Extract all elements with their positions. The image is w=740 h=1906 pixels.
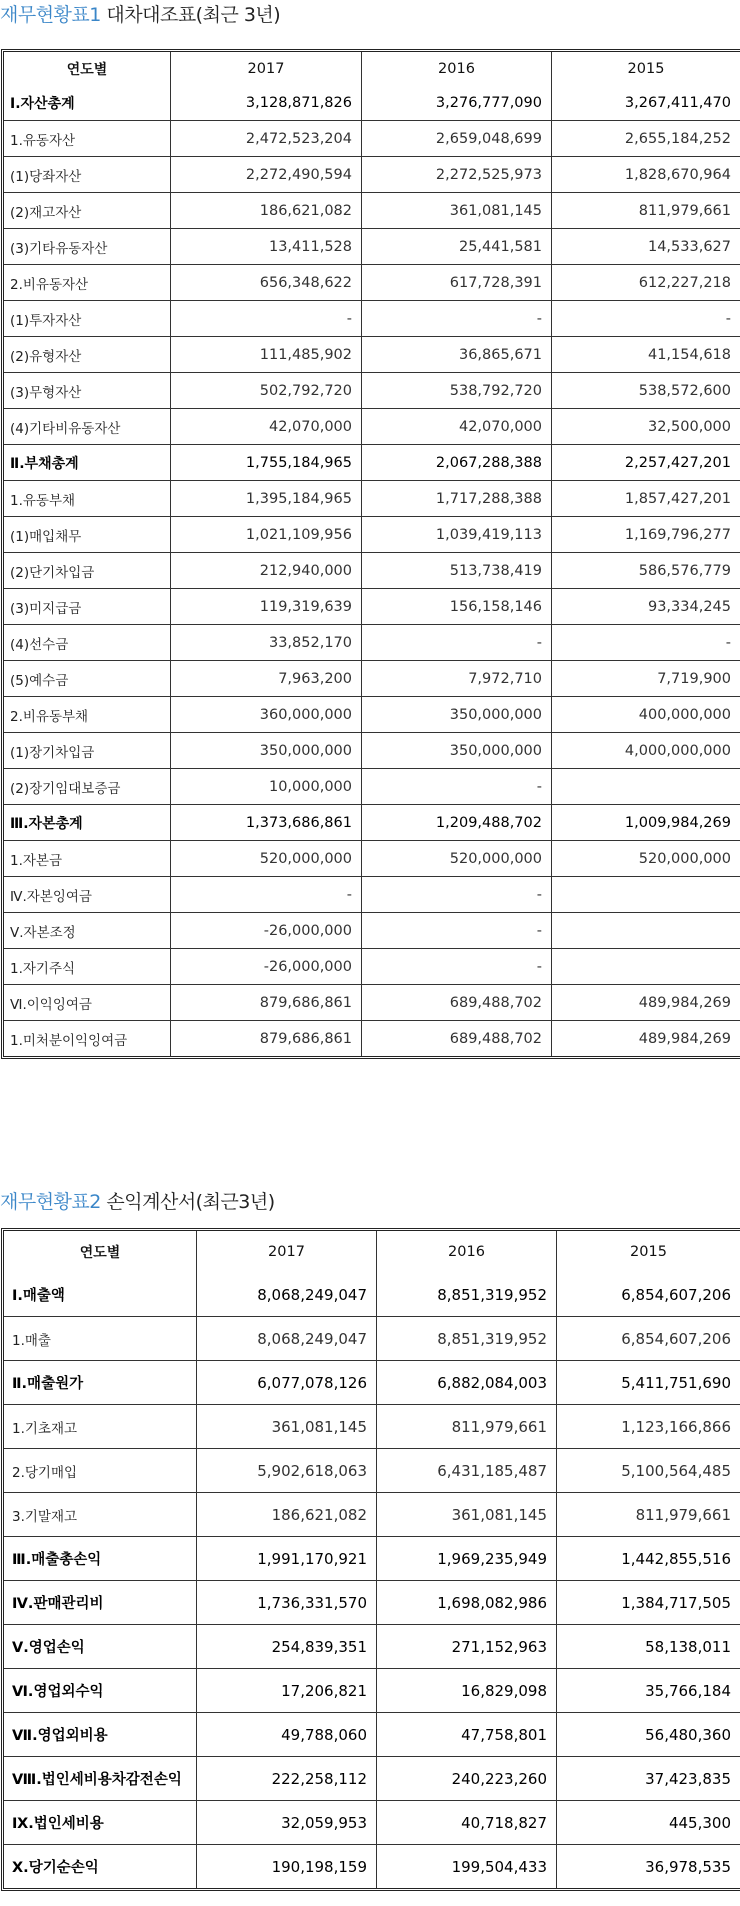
row-label: (4)기타비유동자산 bbox=[4, 409, 171, 445]
income-statement-title bbox=[0, 1190, 275, 1214]
table-row bbox=[4, 625, 740, 661]
value-2016: 2,067,288,388 bbox=[362, 445, 552, 481]
table-row bbox=[4, 301, 740, 337]
row-label: Ⅷ.법인세비용차감전손익 bbox=[4, 1757, 197, 1801]
value-2016: 25,441,581 bbox=[362, 229, 552, 265]
value-2017: - bbox=[171, 301, 362, 337]
table-row bbox=[4, 229, 740, 265]
value-2017: 520,000,000 bbox=[171, 841, 362, 877]
row-label: 1.자본금 bbox=[4, 841, 171, 877]
table-row bbox=[4, 1801, 740, 1845]
table-row bbox=[4, 1845, 740, 1888]
row-label: 1.자기주식 bbox=[4, 949, 171, 985]
value-2015: 4,000,000,000 bbox=[552, 733, 740, 769]
value-2016: 350,000,000 bbox=[362, 733, 552, 769]
value-2016: 8,851,319,952 bbox=[377, 1273, 557, 1317]
value-2015: 489,984,269 bbox=[552, 985, 740, 1021]
value-2017: 222,258,112 bbox=[197, 1757, 377, 1801]
value-2017: 1,021,109,956 bbox=[171, 517, 362, 553]
row-label: Ⅳ.자본잉여금 bbox=[4, 877, 171, 913]
row-label: (2)유형자산 bbox=[4, 337, 171, 373]
table-row bbox=[4, 841, 740, 877]
row-label: 3.기말재고 bbox=[4, 1493, 197, 1537]
value-2017: 361,081,145 bbox=[197, 1405, 377, 1449]
value-2015: 1,828,670,964 bbox=[552, 157, 740, 193]
header-2017: 2017 bbox=[171, 52, 362, 85]
value-2015: 58,138,011 bbox=[557, 1625, 740, 1669]
value-2016: - bbox=[362, 949, 552, 985]
row-label: (3)미지급금 bbox=[4, 589, 171, 625]
table-row bbox=[4, 337, 740, 373]
row-label: (2)장기임대보증금 bbox=[4, 769, 171, 805]
row-label: Ⅶ.영업외비용 bbox=[4, 1713, 197, 1757]
row-label: (2)단기차입금 bbox=[4, 553, 171, 589]
row-label: Ⅴ.자본조정 bbox=[4, 913, 171, 949]
value-2016: 1,698,082,986 bbox=[377, 1581, 557, 1625]
value-2015: 2,655,184,252 bbox=[552, 121, 740, 157]
table-row bbox=[4, 121, 740, 157]
table-row bbox=[4, 1449, 740, 1493]
value-2015: 586,576,779 bbox=[552, 553, 740, 589]
row-label: 1.유동부채 bbox=[4, 481, 171, 517]
value-2017: 7,963,200 bbox=[171, 661, 362, 697]
value-2016: 1,717,288,388 bbox=[362, 481, 552, 517]
value-2015: 6,854,607,206 bbox=[557, 1273, 740, 1317]
value-2016: - bbox=[362, 625, 552, 661]
table-row bbox=[4, 1757, 740, 1801]
value-2015: 6,854,607,206 bbox=[557, 1317, 740, 1361]
row-label: Ⅱ.매출원가 bbox=[4, 1361, 197, 1405]
row-label: Ⅱ.부채총계 bbox=[4, 445, 171, 481]
value-2015: 5,411,751,690 bbox=[557, 1361, 740, 1405]
row-label: Ⅴ.영업손익 bbox=[4, 1625, 197, 1669]
value-2017: 350,000,000 bbox=[171, 733, 362, 769]
value-2017: 6,077,078,126 bbox=[197, 1361, 377, 1405]
value-2017: 1,373,686,861 bbox=[171, 805, 362, 841]
value-2017: 33,852,170 bbox=[171, 625, 362, 661]
value-2017: -26,000,000 bbox=[171, 949, 362, 985]
value-2017: 42,070,000 bbox=[171, 409, 362, 445]
header-year-label: 연도별 bbox=[4, 52, 171, 85]
table-row bbox=[4, 949, 740, 985]
value-2015: 56,480,360 bbox=[557, 1713, 740, 1757]
value-2017: 502,792,720 bbox=[171, 373, 362, 409]
table-row bbox=[4, 157, 740, 193]
row-label: (3)기타유동자산 bbox=[4, 229, 171, 265]
row-label: (3)무형자산 bbox=[4, 373, 171, 409]
balance-sheet-body bbox=[4, 85, 740, 1056]
table-row bbox=[4, 1405, 740, 1449]
value-2017: 186,621,082 bbox=[171, 193, 362, 229]
table-row bbox=[4, 769, 740, 805]
value-2017: 190,198,159 bbox=[197, 1845, 377, 1888]
table-row bbox=[4, 1537, 740, 1581]
value-2016: 361,081,145 bbox=[362, 193, 552, 229]
table-row bbox=[4, 373, 740, 409]
row-label: 2.당기매입 bbox=[4, 1449, 197, 1493]
value-2017: 2,472,523,204 bbox=[171, 121, 362, 157]
value-2015: 36,978,535 bbox=[645, 1857, 731, 1876]
value-2015: - bbox=[552, 301, 740, 337]
table-row bbox=[4, 1581, 740, 1625]
table-row bbox=[4, 517, 740, 553]
row-label: 1.유동자산 bbox=[4, 121, 171, 157]
table-row bbox=[4, 805, 740, 841]
value-2016: 689,488,702 bbox=[362, 985, 552, 1021]
value-2016: 156,158,146 bbox=[362, 589, 552, 625]
value-2016: - bbox=[362, 877, 552, 913]
balance-sheet-table bbox=[1, 49, 740, 1059]
table-row bbox=[4, 589, 740, 625]
value-2015: 93,334,245 bbox=[552, 589, 740, 625]
header-2015: 2015 bbox=[627, 60, 665, 77]
table-row bbox=[4, 985, 740, 1021]
value-2017: -26,000,000 bbox=[171, 913, 362, 949]
value-2015: 489,984,269 bbox=[638, 1030, 731, 1047]
value-2015 bbox=[552, 877, 740, 913]
table-row bbox=[4, 193, 740, 229]
row-label: (5)예수금 bbox=[4, 661, 171, 697]
value-2015: 1,123,166,866 bbox=[557, 1405, 740, 1449]
value-2015: 538,572,600 bbox=[552, 373, 740, 409]
row-label: (1)당좌자산 bbox=[4, 157, 171, 193]
value-2016: 520,000,000 bbox=[362, 841, 552, 877]
table-row bbox=[4, 85, 740, 121]
value-2017: 2,272,490,594 bbox=[171, 157, 362, 193]
value-2017: 1,755,184,965 bbox=[171, 445, 362, 481]
value-2017: 111,485,902 bbox=[171, 337, 362, 373]
value-2016: 2,272,525,973 bbox=[362, 157, 552, 193]
value-2016: 350,000,000 bbox=[362, 697, 552, 733]
value-2015: 811,979,661 bbox=[557, 1493, 740, 1537]
value-2016: 8,851,319,952 bbox=[377, 1317, 557, 1361]
value-2016: 3,276,777,090 bbox=[362, 85, 552, 121]
value-2015: 612,227,218 bbox=[552, 265, 740, 301]
value-2015 bbox=[552, 913, 740, 949]
table-row bbox=[4, 697, 740, 733]
row-label: Ⅵ.이익잉여금 bbox=[4, 985, 171, 1021]
value-2015: 2,257,427,201 bbox=[552, 445, 740, 481]
value-2016: - bbox=[362, 301, 552, 337]
value-2016: 617,728,391 bbox=[362, 265, 552, 301]
table-row bbox=[4, 553, 740, 589]
value-2016: 811,979,661 bbox=[377, 1405, 557, 1449]
row-label: (1)투자자산 bbox=[4, 301, 171, 337]
balance-sheet-title bbox=[0, 3, 280, 27]
value-2015: 811,979,661 bbox=[552, 193, 740, 229]
value-2016: 36,865,671 bbox=[362, 337, 552, 373]
value-2015: - bbox=[552, 625, 740, 661]
row-label: Ⅹ.당기순손익 bbox=[4, 1845, 197, 1888]
value-2015 bbox=[552, 949, 740, 985]
income-statement-title-text: 손익계산서(최근3년) bbox=[106, 1191, 275, 1213]
value-2015: 1,009,984,269 bbox=[552, 805, 740, 841]
value-2015: 1,384,717,505 bbox=[557, 1581, 740, 1625]
value-2016: 6,882,084,003 bbox=[377, 1361, 557, 1405]
value-2016: 513,738,419 bbox=[362, 553, 552, 589]
value-2017: 32,059,953 bbox=[197, 1801, 377, 1845]
value-2017: 879,686,861 bbox=[171, 1021, 362, 1056]
value-2017: 49,788,060 bbox=[197, 1713, 377, 1757]
value-2015: 37,423,835 bbox=[557, 1757, 740, 1801]
value-2016: 16,829,098 bbox=[377, 1669, 557, 1713]
row-label: 2.비유동자산 bbox=[4, 265, 171, 301]
header-2016: 2016 bbox=[362, 52, 552, 85]
value-2017: 212,940,000 bbox=[171, 553, 362, 589]
value-2017: 656,348,622 bbox=[171, 265, 362, 301]
row-label: 1.미처분이익잉여금 bbox=[4, 1021, 171, 1056]
value-2015: 445,300 bbox=[557, 1801, 740, 1845]
value-2017: 254,839,351 bbox=[197, 1625, 377, 1669]
value-2015 bbox=[552, 769, 740, 805]
value-2016: 1,039,419,113 bbox=[362, 517, 552, 553]
value-2017: 17,206,821 bbox=[197, 1669, 377, 1713]
value-2017: 879,686,861 bbox=[171, 985, 362, 1021]
value-2016: 1,969,235,949 bbox=[377, 1537, 557, 1581]
value-2017: 1,991,170,921 bbox=[197, 1537, 377, 1581]
value-2015: 1,857,427,201 bbox=[552, 481, 740, 517]
table-row bbox=[4, 733, 740, 769]
value-2015: 32,500,000 bbox=[552, 409, 740, 445]
value-2016: 2,659,048,699 bbox=[362, 121, 552, 157]
header-2015: 2015 bbox=[630, 1244, 667, 1260]
value-2015: 1,169,796,277 bbox=[552, 517, 740, 553]
value-2016: 47,758,801 bbox=[377, 1713, 557, 1757]
value-2015: 400,000,000 bbox=[552, 697, 740, 733]
value-2017: 3,128,871,826 bbox=[171, 85, 362, 121]
header-2017: 2017 bbox=[197, 1231, 377, 1273]
value-2017: 13,411,528 bbox=[171, 229, 362, 265]
value-2016: 42,070,000 bbox=[362, 409, 552, 445]
balance-sheet-title-accent: 재무현황표1 bbox=[0, 4, 101, 26]
income-statement-table bbox=[1, 1228, 740, 1891]
table-row bbox=[4, 1625, 740, 1669]
income-statement-body bbox=[4, 1273, 740, 1888]
table-row bbox=[4, 265, 740, 301]
table-row bbox=[4, 1713, 740, 1757]
value-2016: 271,152,963 bbox=[377, 1625, 557, 1669]
value-2016: 240,223,260 bbox=[377, 1757, 557, 1801]
value-2017: 360,000,000 bbox=[171, 697, 362, 733]
row-label: Ⅸ.법인세비용 bbox=[4, 1801, 197, 1845]
header-year-label: 연도별 bbox=[4, 1231, 197, 1273]
table-row bbox=[4, 661, 740, 697]
value-2015: 1,442,855,516 bbox=[557, 1537, 740, 1581]
value-2017: 119,319,639 bbox=[171, 589, 362, 625]
value-2016: 1,209,488,702 bbox=[362, 805, 552, 841]
value-2016: 7,972,710 bbox=[362, 661, 552, 697]
row-label: 1.매출 bbox=[4, 1317, 197, 1361]
row-label: (1)장기차입금 bbox=[4, 733, 171, 769]
table-row bbox=[4, 1669, 740, 1713]
row-label: (2)재고자산 bbox=[4, 193, 171, 229]
value-2016: 6,431,185,487 bbox=[377, 1449, 557, 1493]
value-2016: 199,504,433 bbox=[377, 1845, 557, 1888]
table-row bbox=[4, 1317, 740, 1361]
row-label: 1.기초재고 bbox=[4, 1405, 197, 1449]
table-row bbox=[4, 445, 740, 481]
row-label: Ⅰ.자산총계 bbox=[4, 85, 171, 121]
value-2015: 41,154,618 bbox=[552, 337, 740, 373]
value-2017: 1,736,331,570 bbox=[197, 1581, 377, 1625]
table-header-row bbox=[4, 1231, 740, 1273]
table-row bbox=[4, 481, 740, 517]
table-row bbox=[4, 1273, 740, 1317]
row-label: Ⅵ.영업외수익 bbox=[4, 1669, 197, 1713]
value-2017: 8,068,249,047 bbox=[197, 1317, 377, 1361]
table-row bbox=[4, 1021, 740, 1056]
value-2016: - bbox=[362, 913, 552, 949]
balance-sheet-title-text: 대차대조표(최근 3년) bbox=[106, 4, 281, 26]
row-label: Ⅳ.판매관리비 bbox=[4, 1581, 197, 1625]
value-2015: 5,100,564,485 bbox=[557, 1449, 740, 1493]
table-header-row bbox=[4, 52, 740, 85]
table-row bbox=[4, 913, 740, 949]
row-label: Ⅲ.매출총손익 bbox=[4, 1537, 197, 1581]
value-2016: 538,792,720 bbox=[362, 373, 552, 409]
header-2016: 2016 bbox=[377, 1231, 557, 1273]
income-statement-title-accent: 재무현황표2 bbox=[0, 1191, 101, 1213]
row-label: (4)선수금 bbox=[4, 625, 171, 661]
table-row bbox=[4, 1493, 740, 1537]
value-2016: - bbox=[362, 769, 552, 805]
value-2015: 35,766,184 bbox=[557, 1669, 740, 1713]
row-label: Ⅰ.매출액 bbox=[4, 1273, 197, 1317]
value-2017: 10,000,000 bbox=[171, 769, 362, 805]
value-2015: 3,267,411,470 bbox=[552, 85, 740, 121]
value-2015: 14,533,627 bbox=[552, 229, 740, 265]
value-2017: 186,621,082 bbox=[197, 1493, 377, 1537]
table-row bbox=[4, 1361, 740, 1405]
row-label: (1)매입채무 bbox=[4, 517, 171, 553]
row-label: 2.비유동부채 bbox=[4, 697, 171, 733]
table-row bbox=[4, 409, 740, 445]
value-2016: 689,488,702 bbox=[362, 1021, 552, 1056]
value-2017: 5,902,618,063 bbox=[197, 1449, 377, 1493]
table-row bbox=[4, 877, 740, 913]
value-2017: 8,068,249,047 bbox=[197, 1273, 377, 1317]
value-2017: 1,395,184,965 bbox=[171, 481, 362, 517]
value-2016: 361,081,145 bbox=[377, 1493, 557, 1537]
value-2017: - bbox=[171, 877, 362, 913]
value-2016: 40,718,827 bbox=[377, 1801, 557, 1845]
row-label: Ⅲ.자본총계 bbox=[4, 805, 171, 841]
value-2015: 520,000,000 bbox=[552, 841, 740, 877]
value-2015: 7,719,900 bbox=[552, 661, 740, 697]
